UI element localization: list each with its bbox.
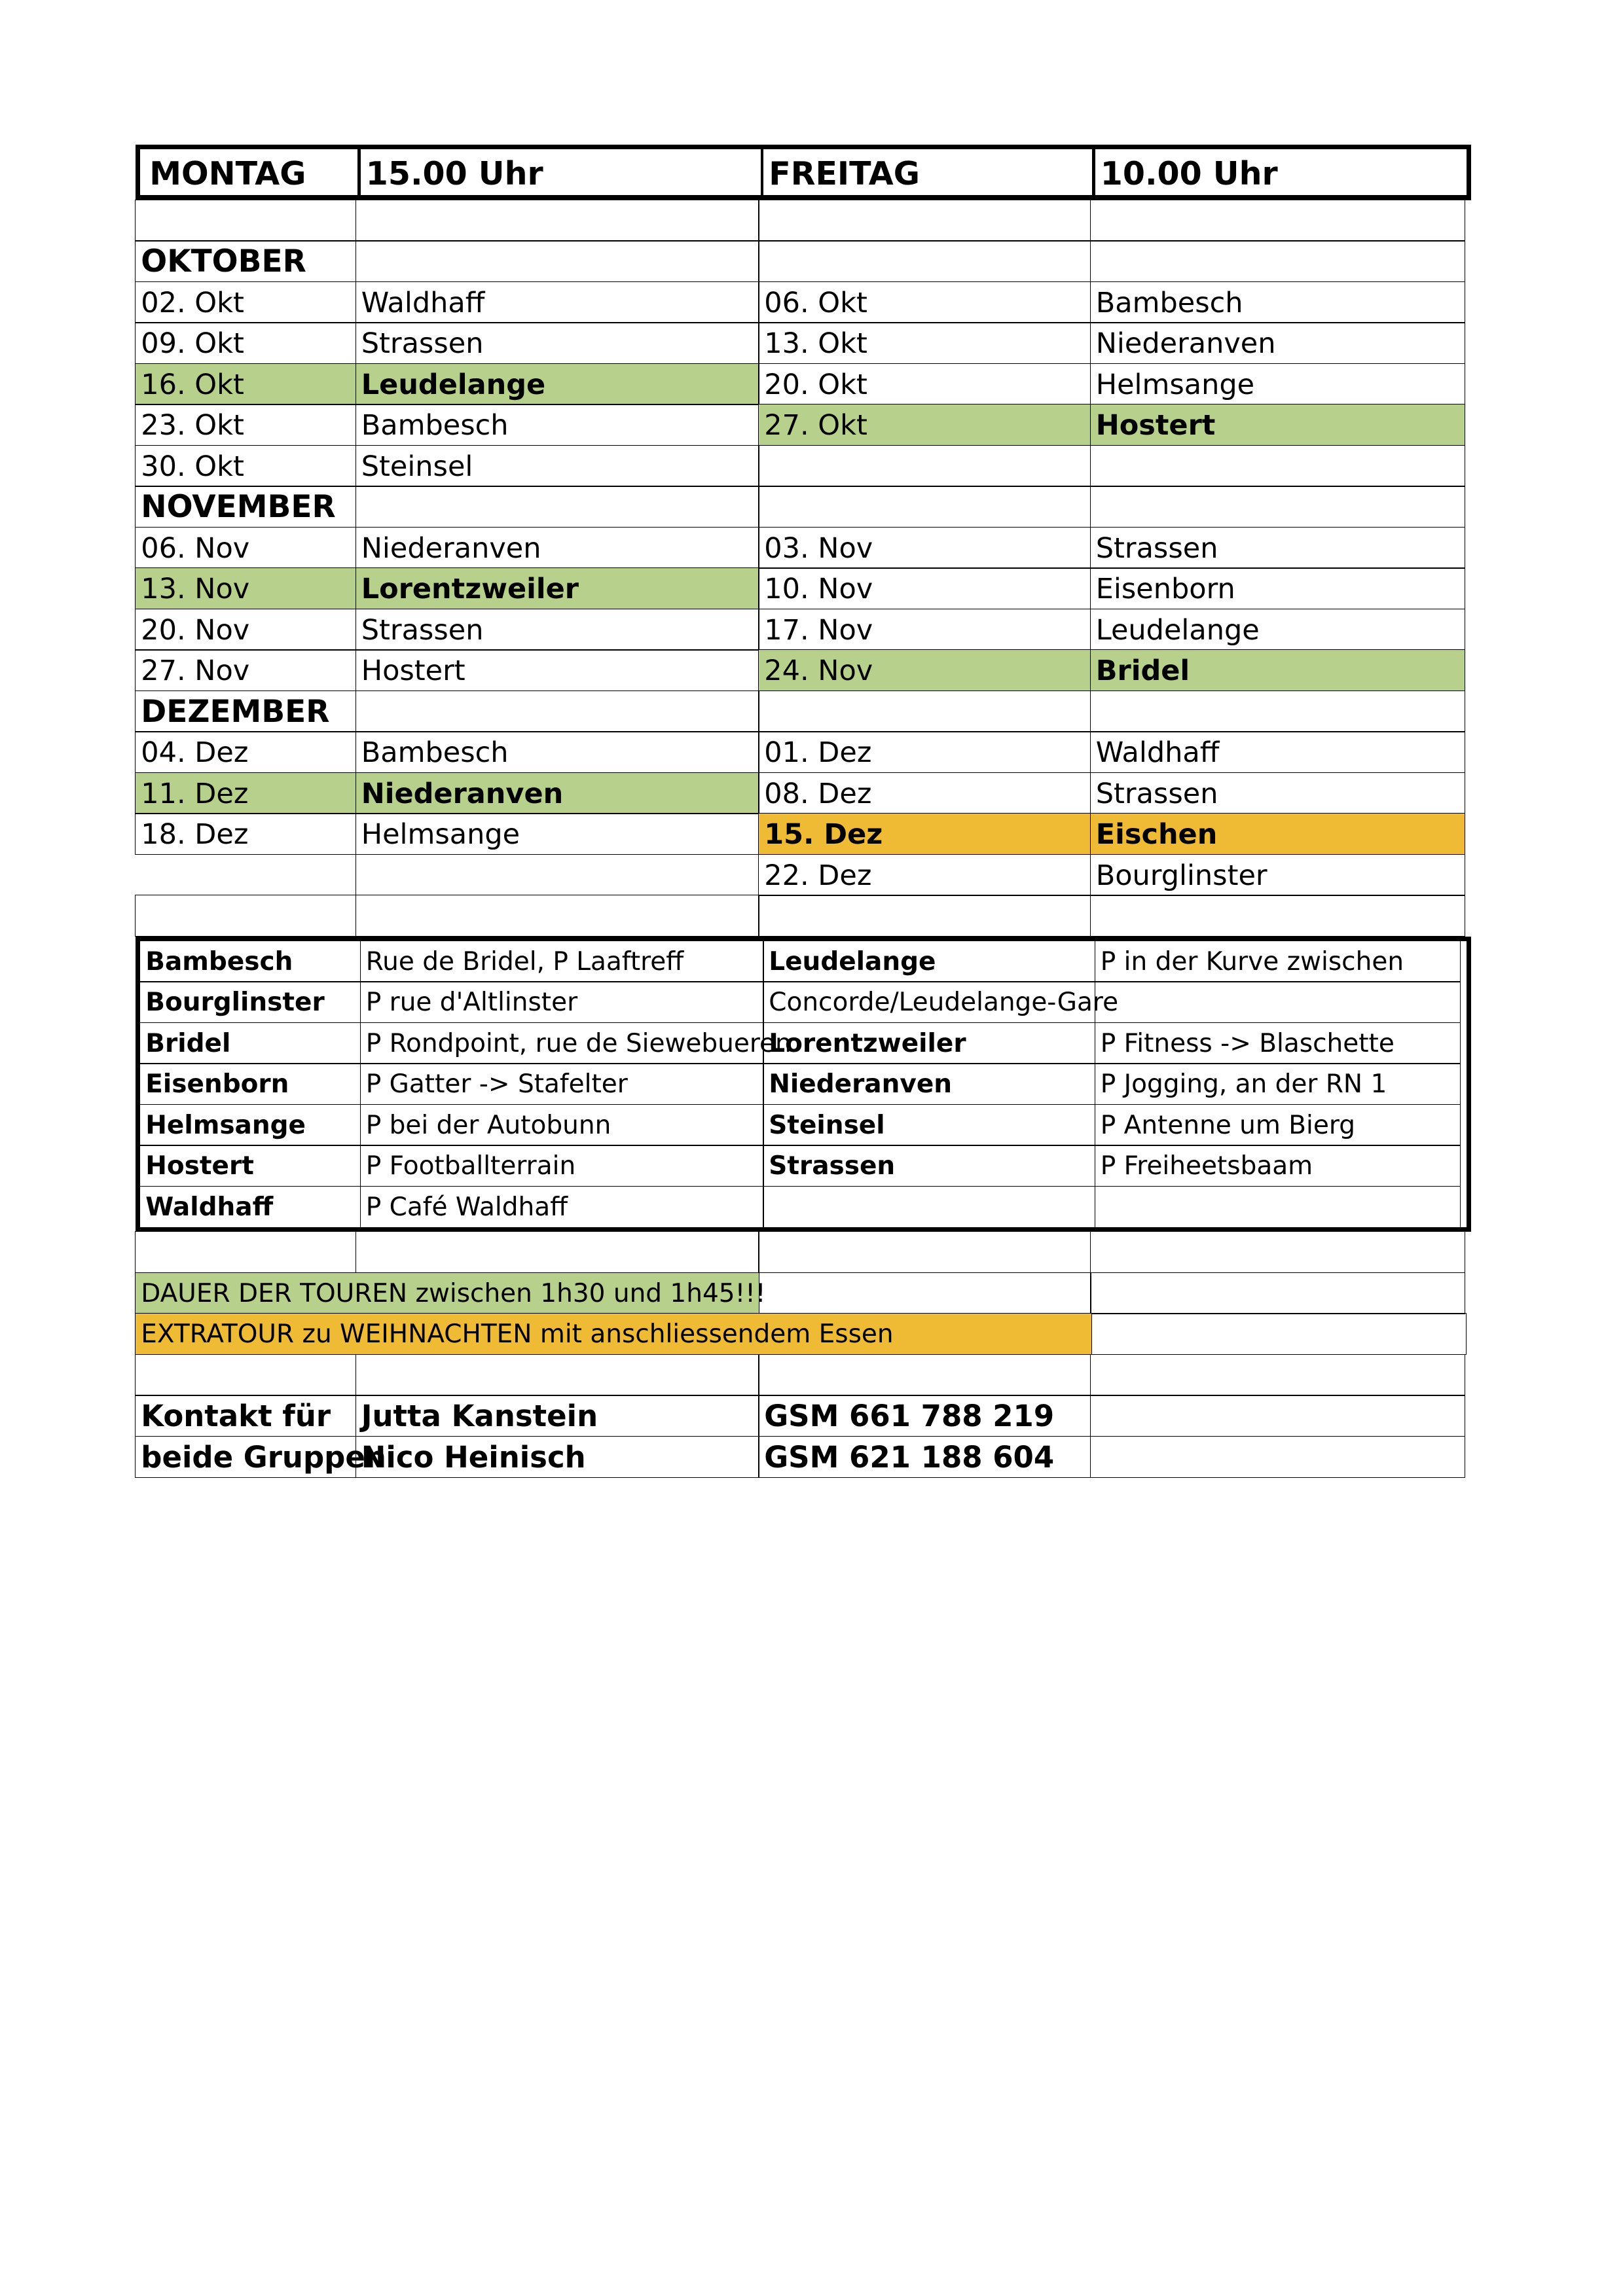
location-row [140,982,1467,1023]
monday-place: Steinsel [356,445,759,487]
location-name: Niederanven [763,1063,1095,1105]
location-detail: P rue d'Altlinster [360,981,764,1023]
meeting-points-table [136,937,1471,1232]
location-name: Lorentzweiler [763,1022,1095,1064]
month-label: OKTOBER [135,240,356,282]
friday-date: 08. Dez [758,772,1091,814]
schedule-row [136,404,1471,446]
friday-date: 15. Dez [758,813,1091,855]
empty-row [136,200,1471,242]
monday-date: 02. Okt [135,281,356,323]
location-name: Eisenborn [139,1063,361,1105]
monday-date: 09. Okt [135,322,356,364]
location-detail [1095,981,1461,1023]
location-detail: Rue de Bridel, P Laaftreff [360,941,764,982]
monday-date: 20. Nov [135,609,356,651]
monday-place: Leudelange [356,363,759,405]
location-name: Steinsel [763,1104,1095,1146]
monday-place: Strassen [356,322,759,364]
friday-date: 13. Okt [758,322,1091,364]
location-detail: P Fitness -> Blaschette [1095,1022,1461,1064]
location-detail: P Antenne um Bierg [1095,1104,1461,1146]
location-row [140,941,1467,982]
month-row [136,691,1471,732]
location-name: Bridel [139,1022,361,1064]
monday-date: 11. Dez [135,772,356,814]
friday-place: Bambesch [1090,281,1465,323]
friday-place: Eischen [1090,813,1465,855]
monday-place: Hostert [356,649,759,691]
location-name: Waldhaff [139,1186,361,1228]
monday-place: Bambesch [356,731,759,773]
friday-date: 20. Okt [758,363,1091,405]
month-row [136,486,1471,528]
contact-phone: GSM 621 188 604 [758,1436,1091,1478]
schedule-row [136,773,1471,814]
location-detail: P Footballterrain [360,1145,764,1187]
location-detail: Concorde/Leudelange-Gare [763,981,1095,1023]
schedule-row [136,855,1471,896]
friday-date: 01. Dez [758,731,1091,773]
location-row [140,1187,1467,1228]
contact-name: Nico Heinisch [356,1436,759,1478]
friday-place: Leudelange [1090,609,1465,651]
friday-date: 22. Dez [758,854,1091,896]
monday-place [356,854,759,896]
schedule-sheet [136,145,1471,1477]
schedule-row [136,282,1471,323]
friday-date: 03. Nov [758,527,1091,569]
location-detail: P in der Kurve zwischen [1095,941,1461,982]
contact-row [136,1395,1471,1437]
tour-duration-note: DAUER DER TOUREN zwischen 1h30 und 1h45!!! [135,1272,759,1314]
contact-phone: GSM 661 788 219 [758,1395,1091,1437]
friday-date: 24. Nov [758,649,1091,691]
monday-date: 13. Nov [135,567,356,609]
location-name: Hostert [139,1145,361,1187]
empty-row [136,1232,1471,1273]
monday-date: 30. Okt [135,445,356,487]
friday-date: 06. Okt [758,281,1091,323]
friday-place: Eisenborn [1090,567,1465,609]
note-row [136,1314,1471,1355]
monday-place: Bambesch [356,404,759,446]
location-detail: P Rondpoint, rue de Siewebueren [360,1022,764,1064]
header-time-monday: 15.00 Uhr [359,147,763,197]
contact-label: Kontakt für [135,1395,356,1437]
monday-date: 06. Nov [135,527,356,569]
note-row [136,1273,1471,1314]
friday-place: Niederanven [1090,322,1465,364]
location-name: Bourglinster [139,981,361,1023]
schedule-row [136,528,1471,569]
monday-date [135,854,356,896]
monday-date: 04. Dez [135,731,356,773]
schedule-row [136,732,1471,773]
location-name: Strassen [763,1145,1095,1187]
monday-date: 18. Dez [135,813,356,855]
schedule-row [136,323,1471,364]
contact-label: beide Gruppen [135,1436,356,1478]
location-detail: P Gatter -> Stafelter [360,1063,764,1105]
friday-place [1090,445,1465,487]
friday-date: 10. Nov [758,567,1091,609]
friday-date: 27. Okt [758,404,1091,446]
header-row [136,145,1471,200]
month-label: DEZEMBER [135,691,356,732]
location-detail: P bei der Autobunn [360,1104,764,1146]
contact-name: Jutta Kanstein [356,1395,759,1437]
monday-date: 16. Okt [135,363,356,405]
schedule-row [136,650,1471,691]
location-row [140,1064,1467,1105]
monday-place: Strassen [356,609,759,651]
header-time-friday: 10.00 Uhr [1093,147,1468,197]
friday-place: Helmsange [1090,363,1465,405]
location-row [140,1105,1467,1146]
month-label: NOVEMBER [135,486,356,528]
location-name: Leudelange [763,941,1095,982]
location-row [140,1023,1467,1064]
friday-place: Hostert [1090,404,1465,446]
monday-place: Niederanven [356,772,759,814]
monday-place: Lorentzweiler [356,567,759,609]
friday-place: Bridel [1090,649,1465,691]
monday-place: Niederanven [356,527,759,569]
friday-date [758,445,1091,487]
schedule-row [136,609,1471,651]
friday-date: 17. Nov [758,609,1091,651]
location-name: Helmsange [139,1104,361,1146]
empty-row [136,895,1471,937]
monday-place: Helmsange [356,813,759,855]
monday-place: Waldhaff [356,281,759,323]
monday-date: 27. Nov [135,649,356,691]
friday-place: Bourglinster [1090,854,1465,896]
schedule-row [136,446,1471,487]
header-day-monday: MONTAG [138,147,359,197]
friday-place: Waldhaff [1090,731,1465,773]
monday-date: 23. Okt [135,404,356,446]
extratour-note: EXTRATOUR zu WEIHNACHTEN mit anschliessendem Essen [135,1313,1092,1355]
location-detail [1095,1186,1461,1228]
contact-row [136,1437,1471,1478]
schedule-row [136,568,1471,609]
month-row [136,241,1471,282]
schedule-row [136,364,1471,405]
friday-place: Strassen [1090,772,1465,814]
location-detail: P Café Waldhaff [360,1186,764,1228]
empty-row [136,1355,1471,1396]
location-row [140,1145,1467,1187]
location-name: Bambesch [139,941,361,982]
friday-place: Strassen [1090,527,1465,569]
header-day-friday: FREITAG [761,147,1094,197]
location-detail: P Jogging, an der RN 1 [1095,1063,1461,1105]
location-detail: P Freiheetsbaam [1095,1145,1461,1187]
location-name [763,1186,1095,1228]
schedule-row [136,814,1471,855]
